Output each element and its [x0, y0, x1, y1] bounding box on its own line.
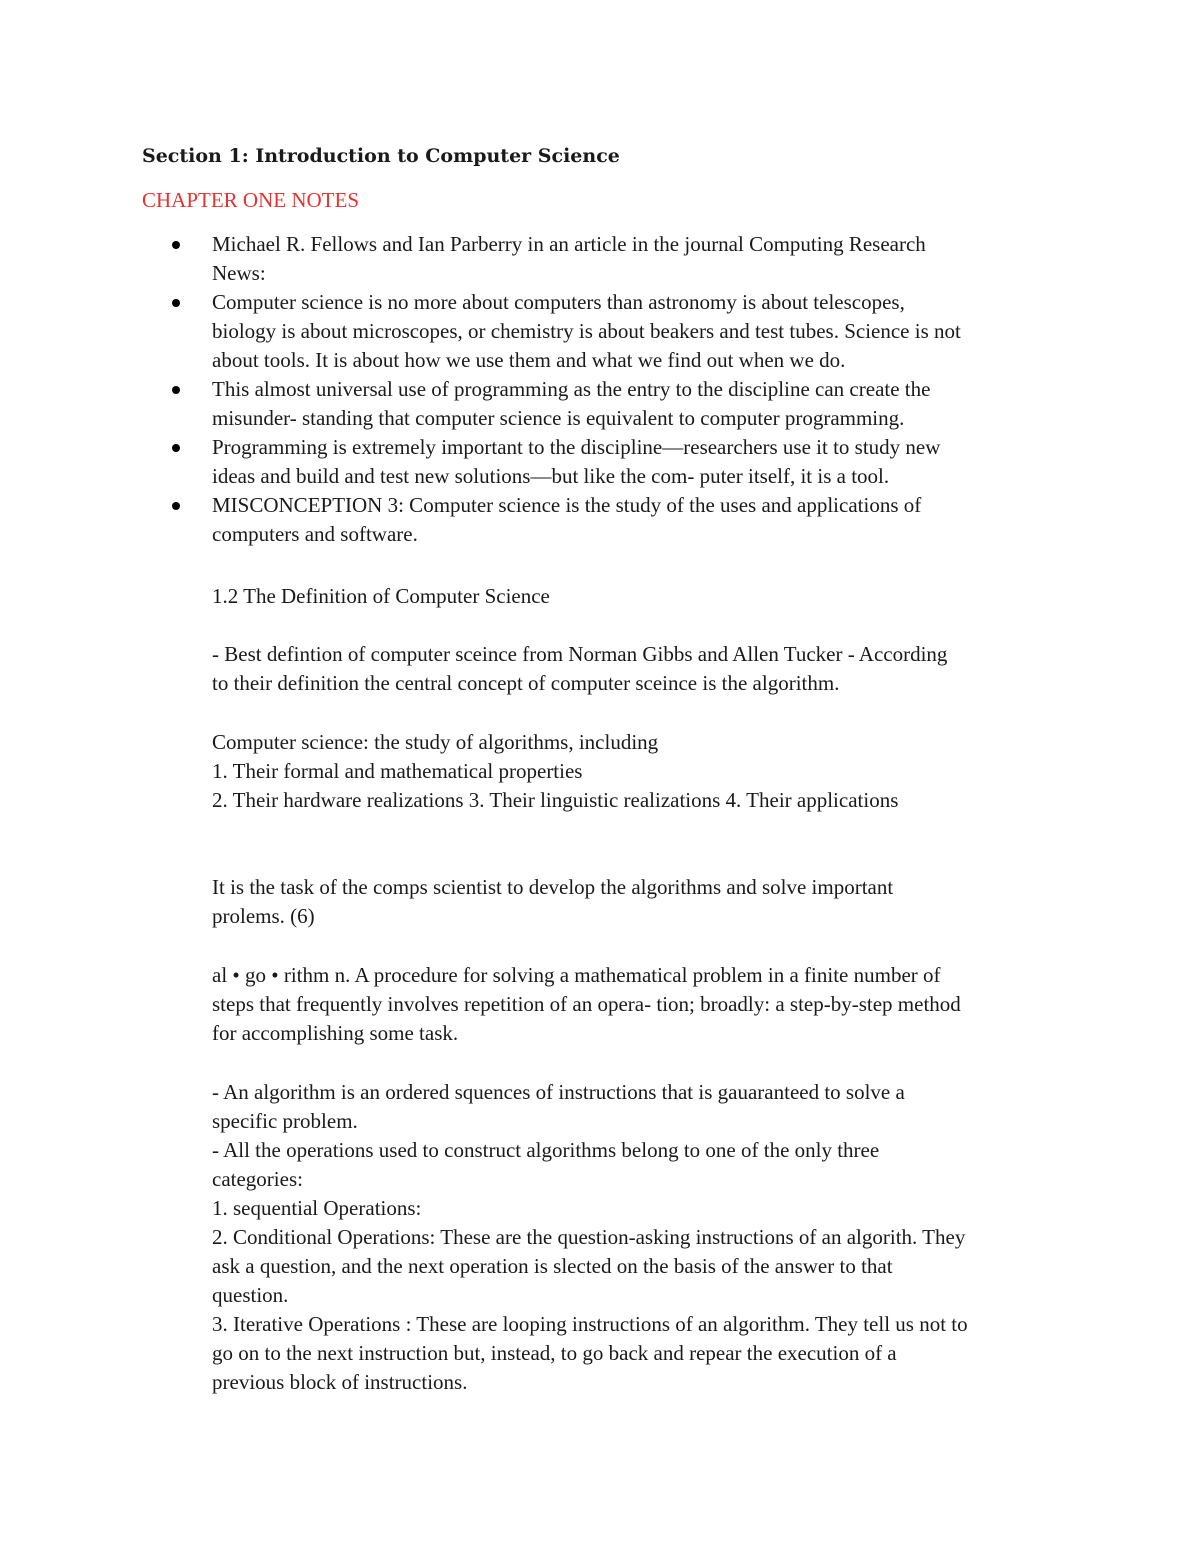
- paragraph-line: 2. Conditional Operations: These are the question-asking instructions of an algorith. They: [212, 1225, 966, 1249]
- paragraph-line: - Best defintion of computer sceince from Norman Gibbs and Allen Tucker - According: [212, 642, 948, 666]
- subsection-heading: 1.2 The Definition of Computer Science: [212, 584, 550, 608]
- bullet-item: [172, 288, 1072, 375]
- bullet-line: biology is about microscopes, or chemistry is about beakers and test tubes. Science is not: [212, 319, 961, 343]
- paragraph-line: go on to the next instruction but, instead, to go back and repear the execution of a: [212, 1341, 897, 1365]
- paragraph-line: for accomplishing some task.: [212, 1021, 459, 1045]
- bullet-item: [172, 230, 1072, 288]
- study-list: [212, 728, 1092, 815]
- definition-paragraph: [212, 640, 1092, 698]
- paragraph-line: - An algorithm is an ordered squences of instructions that is gauaranteed to solve a: [212, 1080, 905, 1104]
- bullet-line: misunder- standing that computer science is equivalent to computer programming.: [212, 406, 905, 430]
- paragraph-line: It is the task of the comps scientist to develop the algorithms and solve important: [212, 875, 894, 899]
- paragraph-line: ask a question, and the next operation is slected on the basis of the answer to that: [212, 1254, 893, 1278]
- bullet-item: [172, 375, 1072, 433]
- paragraph-line: - All the operations used to construct algorithms belong to one of the only three: [212, 1138, 880, 1162]
- bullet-dot-icon: [172, 386, 180, 394]
- paragraph-line: 3. Iterative Operations : These are looping instructions of an algorithm. They tell us not to: [212, 1312, 968, 1336]
- notes-bullet-list: [172, 230, 1072, 549]
- bullet-item: [172, 433, 1072, 491]
- algorithm-definition: [212, 961, 1092, 1048]
- subsection-heading-block: [212, 582, 1092, 611]
- bullet-line: computers and software.: [212, 522, 418, 546]
- paragraph-line: previous block of instructions.: [212, 1370, 468, 1394]
- bullet-dot-icon: [172, 444, 180, 452]
- paragraph-line: al • go • rithm n. A procedure for solving a mathematical problem in a finite number of: [212, 963, 941, 987]
- task-paragraph: [212, 873, 1092, 931]
- paragraph-line: 1. sequential Operations:: [212, 1196, 422, 1220]
- paragraph-line: question.: [212, 1283, 289, 1307]
- bullet-item: [172, 491, 1072, 549]
- paragraph-line: specific problem.: [212, 1109, 358, 1133]
- paragraph-line: 2. Their hardware realizations 3. Their linguistic realizations 4. Their applications: [212, 788, 899, 812]
- bullet-line: News:: [212, 261, 266, 285]
- section-title: Section 1: Introduction to Computer Science: [142, 145, 620, 167]
- bullet-line: MISCONCEPTION 3: Computer science is the study of the uses and applications of: [212, 493, 922, 517]
- paragraph-line: steps that frequently involves repetition of an opera- tion; broadly: a step-by-step method: [212, 992, 961, 1016]
- paragraph-line: prolems. (6): [212, 904, 315, 928]
- paragraph-line: categories:: [212, 1167, 303, 1191]
- operations-paragraph: [212, 1078, 1092, 1397]
- bullet-dot-icon: [172, 502, 180, 510]
- bullet-line: Programming is extremely important to the discipline—researchers use it to study new: [212, 435, 941, 459]
- bullet-dot-icon: [172, 299, 180, 307]
- bullet-line: Michael R. Fellows and Ian Parberry in an article in the journal Computing Research: [212, 232, 926, 256]
- chapter-heading: CHAPTER ONE NOTES: [142, 188, 360, 212]
- bullet-line: ideas and build and test new solutions—but like the com- puter itself, it is a tool.: [212, 464, 890, 488]
- bullet-line: This almost universal use of programming as the entry to the discipline can create the: [212, 377, 931, 401]
- paragraph-line: to their definition the central concept of computer sceince is the algorithm.: [212, 671, 840, 695]
- paragraph-line: 1. Their formal and mathematical properties: [212, 759, 583, 783]
- paragraph-line: Computer science: the study of algorithms, including: [212, 730, 659, 754]
- bullet-line: Computer science is no more about computers than astronomy is about telescopes,: [212, 290, 905, 314]
- bullet-dot-icon: [172, 241, 180, 249]
- bullet-line: about tools. It is about how we use them and what we find out when we do.: [212, 348, 846, 372]
